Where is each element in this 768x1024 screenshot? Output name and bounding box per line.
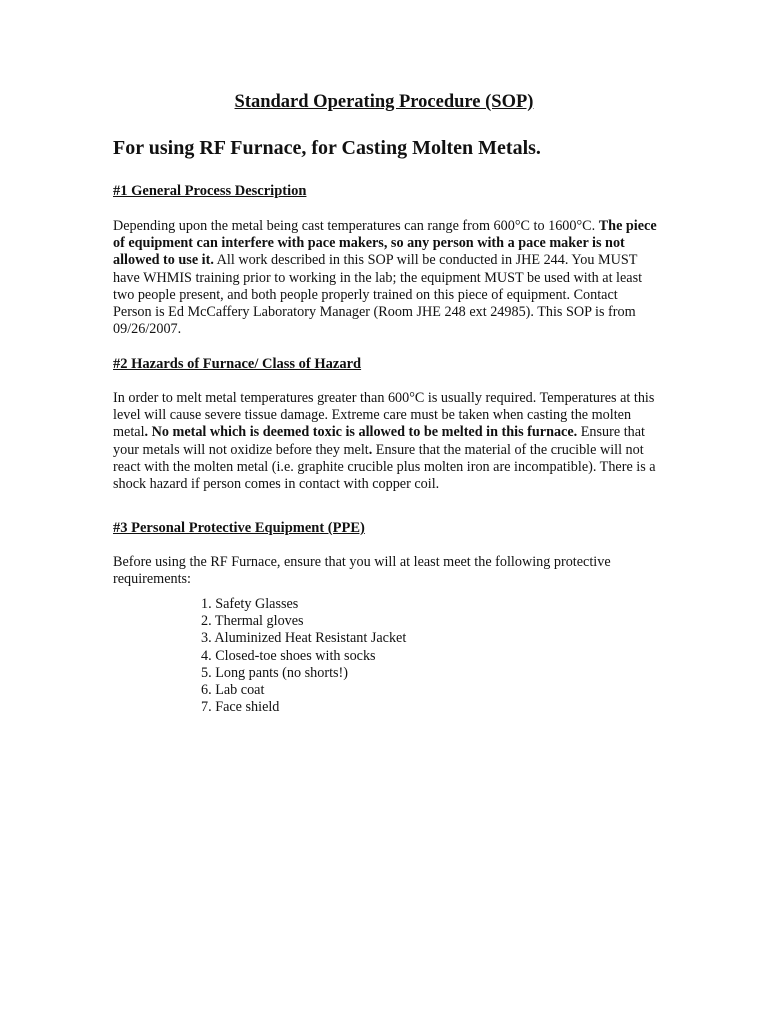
section-1-paragraph (113, 218, 658, 338)
list-item: 4. Closed-toe shoes with socks (201, 647, 376, 664)
list-item: 5. Long pants (no shorts!) (201, 664, 348, 681)
section-3-text-1: Before using the RF Furnace, ensure that you will at least meet the following protective requirements: (113, 554, 611, 588)
section-3-paragraph (113, 554, 658, 588)
section-2-text-2: Ensure that your metals will not oxidize before they melt (113, 424, 645, 458)
list-item: 6. Lab coat (201, 682, 265, 699)
list-item: 7. Face shield (201, 699, 280, 716)
section-2-text-1: In order to melt metal temperatures greater than 600°C is usually required. Temperatures at this level will cause severe tissue damage. Extreme care must be taken when casting the molten metal (113, 390, 655, 441)
section-2-warning: . No metal which is deemed toxic is allowed to be melted in this furnace. (144, 424, 578, 441)
section-1-text-2: All work described in this SOP will be conducted in JHE 244. You MUST have WHMIS training prior to working in the lab; the equipment MUST be used with at least two people present, and both people properly trained on this piece of equipment. Contact Person is Ed McCaffery Laboratory Manager (Room JHE 248 ext 24985). This SOP is from 09/26/2007. (113, 252, 643, 338)
section-1-text-1: Depending upon the metal being cast temperatures can range from 600°C to 1600°C. (113, 218, 599, 234)
document-title: Standard Operating Procedure (SOP) (234, 92, 534, 112)
list-item: 3. Aluminized Heat Resistant Jacket (201, 630, 407, 647)
section-2-text-3: Ensure that the material of the crucible will not react with the molten metal (i.e. graphite crucible plus molten iron are incompatible). There is a shock hazard if person comes in contact with copper coil. (113, 441, 656, 493)
section-1-heading: #1 General Process Description (113, 183, 307, 199)
document-subtitle: For using RF Furnace, for Casting Molten Metals. (113, 137, 541, 159)
ppe-list (201, 596, 406, 716)
section-2-heading: #2 Hazards of Furnace/ Class of Hazard (113, 356, 362, 372)
section-2-paragraph (113, 390, 658, 493)
list-item: 2. Thermal gloves (201, 613, 304, 630)
list-item: 1. Safety Glasses (201, 596, 299, 612)
section-1-warning: The piece of equipment can interfere with pace makers, so any person with a pace maker is not allowed to use it. (113, 218, 657, 269)
section-2-period: . (368, 441, 373, 458)
section-3-heading: #3 Personal Protective Equipment (PPE) (113, 520, 365, 536)
